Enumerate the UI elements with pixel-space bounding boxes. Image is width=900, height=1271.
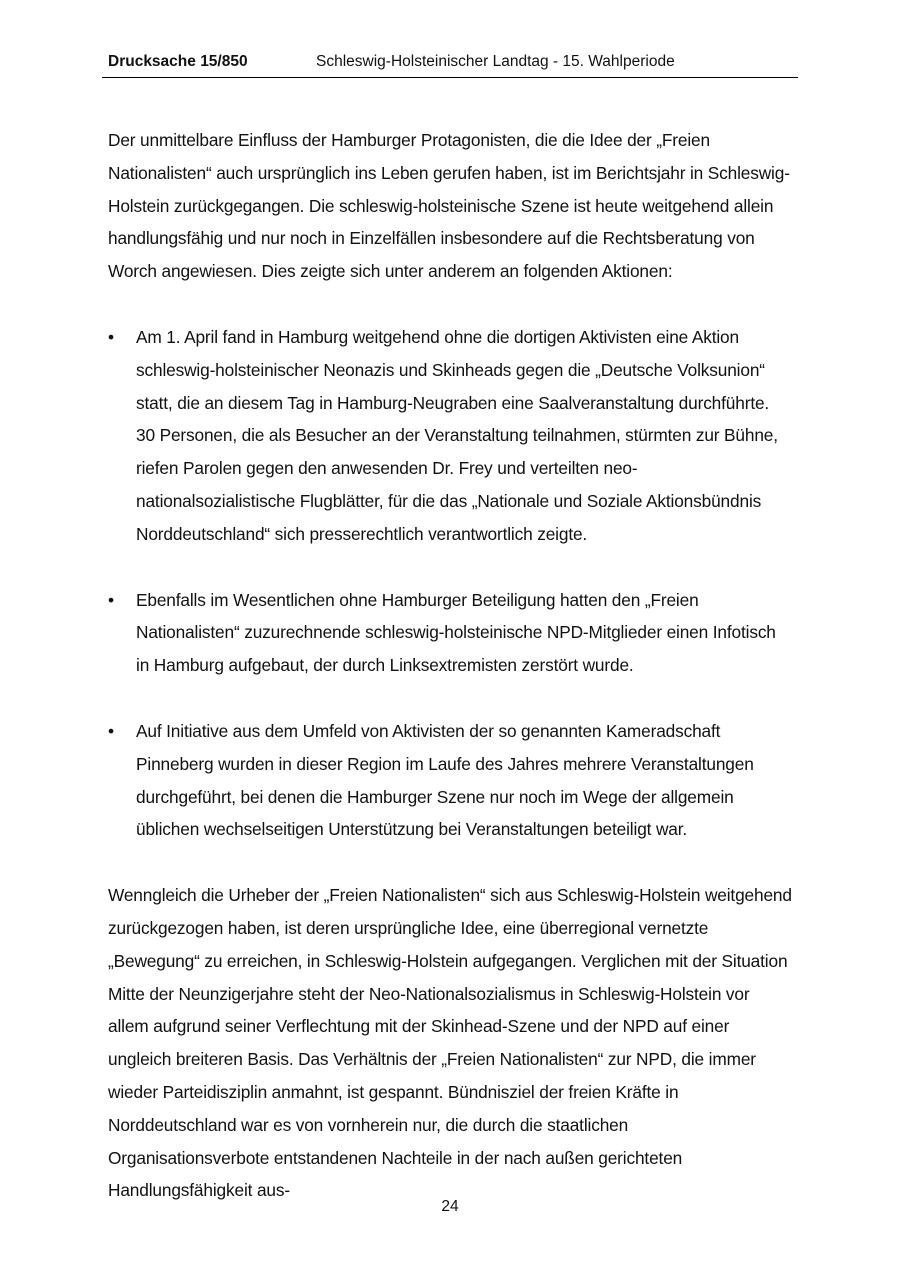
bullet-icon: •	[108, 589, 114, 610]
list-item-text: Am 1. April fand in Hamburg weitgehend ohne die dortigen Aktivisten eine Aktion schleswig-holsteinischer Neonazis und Skinheads gegen die „Deutsche Volksunion“ statt, die an diesem Tag in Hamburg-Neugraben eine Saalveranstaltung durchführte. 30 Personen, die als Besucher an der Veranstaltung teilnahmen, stürmten zur Bühne, riefen Parolen gegen den anwesenden Dr. Frey und verteilten neo-nationalsozialistische Flugblätter, für die das „Nationale und Soziale Aktionsbündnis Norddeutschland“ sich presserechtlich verantwortlich zeigte.	[136, 326, 778, 544]
document-number: Drucksache 15/850	[108, 53, 248, 70]
header-title: Schleswig-Holsteinischer Landtag - 15. Wahlperiode	[316, 53, 675, 70]
bullet-icon: •	[108, 720, 114, 741]
list-item-text: Ebenfalls im Wesentlichen ohne Hamburger Beteiligung hatten den „Freien Nationalisten“ zuzurechnende schleswig-holsteinische NPD-Mitglieder einen Infotisch in Hamburg aufgebaut, der durch Linksextremisten zerstört wurde.	[136, 589, 776, 676]
list-item	[108, 715, 792, 846]
list-item	[108, 321, 792, 551]
page-number: 24	[441, 1198, 459, 1215]
document-body	[108, 124, 792, 1240]
closing-paragraph: Wenngleich die Urheber der „Freien Nationalisten“ sich aus Schleswig-Holstein weitgehend zurückgezogen haben, ist deren ursprüngliche Idee, eine überregional vernetzte „Bewegung“ zu erreichen, in Schleswig-Holstein aufgegangen. Verglichen mit der Situation Mitte der Neunzigerjahre steht der Neo-Nationalsozialismus in Schleswig-Holstein vor allem aufgrund seiner Verflechtung mit der Skinhead-Szene und der NPD auf einer ungleich breiteren Basis. Das Verhältnis der „Freien Nationalisten“ zur NPD, die immer wieder Parteidisziplin anmahnt, ist gespannt. Bündnisziel der freien Kräfte in Norddeutschland war es von vornherein nur, die durch die staatlichen Organisationsverbote entstandenen Nachteile in der nach außen gerichteten Handlungsfähigkeit aus-	[108, 885, 792, 1201]
bullet-list	[108, 321, 792, 846]
list-item-text: Auf Initiative aus dem Umfeld von Aktivisten der so genannten Kameradschaft Pinneberg wurden in dieser Region im Laufe des Jahres mehrere Veranstaltungen durchgeführt, bei denen die Hamburger Szene nur noch im Wege der allgemein üblichen wechselseitigen Unterstützung bei Veranstaltungen beteiligt war.	[136, 720, 754, 840]
bullet-icon: •	[108, 326, 114, 347]
list-item	[108, 584, 792, 682]
page-header	[102, 52, 798, 78]
intro-paragraph: Der unmittelbare Einfluss der Hamburger Protagonisten, die die Idee der „Freien Nationalisten“ auch ursprünglich ins Leben gerufen haben, ist im Berichtsjahr in Schleswig-Holstein zurückgegangen. Die schleswig-holsteinische Szene ist heute weitgehend allein handlungsfähig und nur noch in Einzelfällen insbesondere auf die Rechtsberatung von Worch angewiesen. Dies zeigte sich unter anderem an folgenden Aktionen:	[108, 130, 790, 282]
